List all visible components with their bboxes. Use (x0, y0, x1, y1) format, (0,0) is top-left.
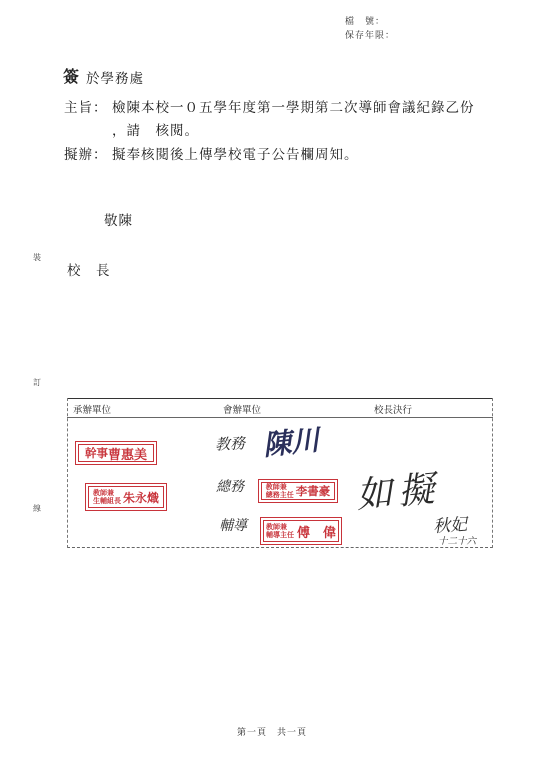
subject-line-2: ，請 核閱。 (112, 123, 199, 139)
cosign-dept-general: 總務 (216, 479, 244, 495)
seal-leader-title-2: 生輔組長 (92, 497, 121, 505)
left-edge (67, 398, 69, 548)
binding-mark-3: 線 (33, 504, 41, 513)
subject-label: 主旨： (64, 100, 108, 116)
subject-line-1: 檢陳本校一０五學年度第一學期第二次導師會議紀錄乙份 (112, 100, 475, 116)
file-number-label: 檔 號： (345, 17, 386, 27)
seal-leader-title-1: 教師兼 (92, 489, 114, 497)
closing: 敬陳 (104, 213, 133, 229)
action-text: 擬奉核閱後上傳學校電子公告欄周知。 (112, 147, 359, 163)
opening-char: 簽 (63, 67, 80, 86)
seal-clerk-title: 幹事 (84, 446, 108, 460)
binding-mark-1: 裝 (33, 253, 41, 262)
col-header-principal: 校長決行 (374, 405, 413, 416)
seal-general-title-1: 教師兼 (265, 483, 287, 491)
retention-label: 保存年限： (345, 31, 396, 41)
cosign-dept-counseling: 輔導 (219, 518, 247, 534)
principal-note: 秋妃 (432, 514, 468, 538)
principal-date: 十二十六 (438, 536, 477, 547)
binding-mark-2: 訂 (33, 378, 41, 387)
col-header-organizer: 承辦單位 (73, 405, 112, 416)
seal-leader-name: 朱永熾 (122, 490, 159, 505)
seal-general-title-2: 總務主任 (265, 491, 294, 499)
seal-counseling (260, 517, 342, 545)
seal-general-affairs (258, 479, 338, 503)
seal-counseling-title-1: 教師兼 (265, 523, 287, 531)
seal-counseling-title-2: 輔導主任 (265, 531, 294, 539)
seal-counseling-name: 傅 偉 (296, 525, 336, 541)
recipient: 於學務處 (86, 71, 144, 87)
right-edge (492, 398, 494, 548)
seal-general-name: 李書豪 (295, 484, 331, 498)
cosign-signature-academic: 陳川 (261, 423, 321, 462)
page-footer: 第一頁 共一頁 (237, 728, 308, 738)
seal-clerk-name: 曹惠美 (107, 447, 147, 463)
header-divider (67, 417, 493, 418)
cosign-dept-academic: 教務 (214, 434, 246, 454)
col-header-cosign: 會辦單位 (223, 405, 262, 416)
action-label: 擬辦： (64, 147, 108, 163)
seal-discipline-leader (85, 483, 167, 511)
addressee: 校 長 (67, 263, 111, 279)
principal-signature: 如擬 (354, 468, 442, 517)
seal-clerk (75, 441, 157, 465)
